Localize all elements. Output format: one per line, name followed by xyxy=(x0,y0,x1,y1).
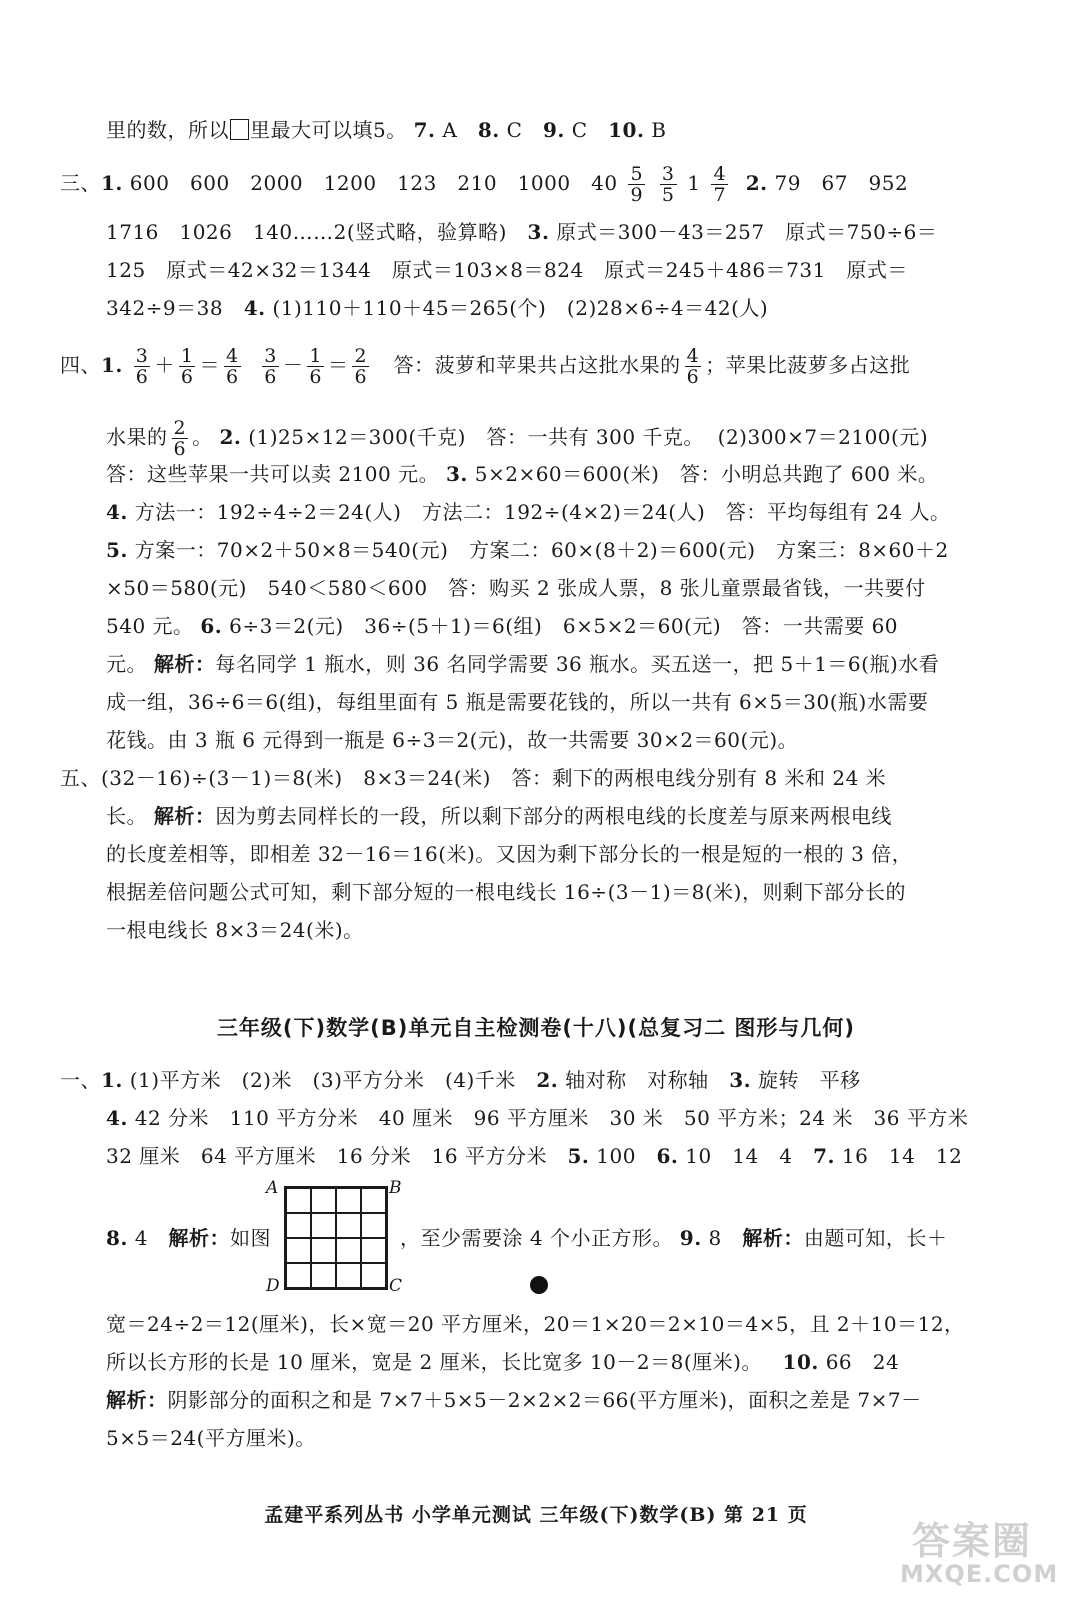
item-number: 2. xyxy=(745,171,768,195)
text-segment: 342÷9＝38 xyxy=(106,296,244,320)
fraction-numerator: 3 xyxy=(264,345,277,367)
text-line: 宽＝24÷2＝12(厘米)，长×宽＝20 平方厘米，20＝1×20＝2×10＝4×5，且 2＋10＝12， xyxy=(106,1312,965,1336)
text-segment: (1)平方米 (2)米 (3)平方分米 (4)千米 xyxy=(122,1068,537,1092)
item-number: 7. xyxy=(413,118,436,142)
text-segment: 里的数，所以 xyxy=(106,118,229,142)
text-line xyxy=(400,1226,947,1250)
item-number: 3. xyxy=(729,1068,752,1092)
text-segment: B xyxy=(644,118,667,142)
text-line: 成一组，36÷6＝6(组)，每组里面有 5 瓶是需要花钱的，所以一共有 6×5＝30(瓶)水需要 xyxy=(106,690,929,714)
item-number: 4. xyxy=(106,500,128,524)
item-number: 10. xyxy=(782,1350,819,1374)
item-number: 6. xyxy=(200,614,223,638)
fraction xyxy=(352,346,369,387)
operator: － xyxy=(282,353,304,377)
text-line: 125 原式＝42×32＝1344 原式＝103×8＝824 原式＝245＋486＝731 原式＝ xyxy=(106,258,908,282)
text-segment: ；苹果比菠萝多占这批 xyxy=(705,353,911,377)
fraction-numerator: 1 xyxy=(180,345,194,367)
text-line: 花钱。由 3 瓶 6 元得到一瓶是 6÷3＝2(元)，故一共需要 30×2＝60(元)。 xyxy=(106,728,799,752)
fraction-denominator: 6 xyxy=(173,438,187,460)
text-segment: 600 600 2000 1200 123 210 1000 40 xyxy=(122,171,625,195)
text-segment: 答：这些苹果一共可以卖 2100 元。 xyxy=(106,462,446,486)
item-number: 6. xyxy=(656,1144,679,1168)
text-line xyxy=(60,766,886,790)
text-line xyxy=(106,614,898,638)
text-segment: (1)25×12＝300(千克) 答：一共有 300 千克。 (2)300×7＝2100(元) xyxy=(241,425,929,449)
fraction xyxy=(711,164,728,205)
fraction-denominator: 6 xyxy=(686,366,700,388)
square-grid-figure xyxy=(284,1186,388,1290)
text-segment: 1 xyxy=(680,171,708,195)
grid-label-d: D xyxy=(266,1276,280,1296)
fraction-numerator: 2 xyxy=(354,345,368,367)
fraction xyxy=(224,346,241,387)
item-number: 1. xyxy=(101,1068,123,1092)
text-segment: 42 分米 110 平方分米 40 厘米 96 平方厘米 30 米 50 平方米；24 米 36 平方米 xyxy=(127,1106,969,1130)
watermark xyxy=(900,1510,1070,1600)
text-segment xyxy=(732,171,746,195)
grid-cell xyxy=(286,1188,311,1213)
text-segment: 540 元。 xyxy=(106,614,201,638)
text-line: ×50＝580(元) 540＜580＜600 答：购买 2 张成人票，8 张儿童票最省钱，一共要付 xyxy=(106,576,926,600)
grid-cell xyxy=(286,1263,311,1288)
text-line: 的长度差相等，即相差 32－16＝16(米)。又因为剩下部分长的一根是短的一根的 3 倍， xyxy=(106,842,913,866)
operator: ＝ xyxy=(327,353,349,377)
text-segment: 6÷3＝2(元) 36÷(5＋1)＝6(组) 6×5×2＝60(元) 答：一共需要 60 xyxy=(222,614,899,638)
grid-cell xyxy=(361,1213,386,1238)
analysis-label: 解析： xyxy=(168,1226,231,1250)
grid-cell xyxy=(311,1213,336,1238)
item-number: 3. xyxy=(527,220,550,244)
analysis-label: 解析： xyxy=(153,652,216,676)
text-segment: 32 厘米 64 平方厘米 16 分米 16 平方分米 xyxy=(106,1144,568,1168)
text-segment: 8 xyxy=(701,1226,743,1250)
item-number: 7. xyxy=(813,1144,835,1168)
grid-cell xyxy=(336,1188,361,1213)
text-segment: 10 14 4 xyxy=(678,1144,814,1168)
item-number: 1. xyxy=(101,353,123,377)
item-number: 3. xyxy=(445,462,468,486)
text-segment: 100 xyxy=(589,1144,657,1168)
watermark-logo: 答案圈 xyxy=(912,1519,1033,1563)
text-line xyxy=(60,346,910,387)
grid-cell xyxy=(311,1238,336,1263)
item-number: 4. xyxy=(243,296,266,320)
fraction-denominator: 9 xyxy=(630,184,644,206)
text-line xyxy=(106,118,666,142)
fraction-denominator: 6 xyxy=(135,366,149,388)
text-segment: (32－16)÷(3－1)＝8(米) 8×3＝24(米) 答：剩下的两根电线分别有 8 米和 24 米 xyxy=(101,766,887,790)
item-number: 8. xyxy=(477,118,500,142)
text-segment: 方法一：192÷4÷2＝24(人) 方法二：192÷(4×2)＝24(人) 答：平均每组有 24 人。 xyxy=(127,500,951,524)
fraction-numerator: 4 xyxy=(713,163,727,185)
item-number: 2. xyxy=(219,425,242,449)
grid-cell xyxy=(361,1238,386,1263)
text-segment: 如图 xyxy=(230,1226,272,1250)
text-segment: 4 xyxy=(127,1226,169,1250)
item-number: 2. xyxy=(536,1068,559,1092)
text-segment: 1716 1026 140……2(竖式略，验算略) xyxy=(106,220,528,244)
text-segment: 5×2×60＝600(米) 答：小明总共跑了 600 米。 xyxy=(467,462,939,486)
section-number: 四、 xyxy=(60,353,101,377)
item-number: 5. xyxy=(567,1144,590,1168)
fraction-numerator: 3 xyxy=(135,345,149,367)
section-title: 三年级(下)数学(B)单元自主检测卷(十八)(总复习二 图形与几何) xyxy=(216,1016,856,1040)
fraction xyxy=(685,346,702,387)
text-segment: C xyxy=(499,118,543,142)
text-segment: 元。 xyxy=(106,652,154,676)
text-line xyxy=(106,1144,962,1168)
grid-cell xyxy=(286,1238,311,1263)
text-segment: 阴影部分的面积之和是 7×7＋5×5－2×2×2＝66(平方厘米)，面积之差是 7×7－ xyxy=(167,1388,922,1412)
blank-box xyxy=(230,119,249,140)
fraction-denominator: 6 xyxy=(309,366,322,388)
item-number: 10. xyxy=(608,118,645,142)
text-line xyxy=(106,804,892,828)
analysis-label: 解析： xyxy=(106,1388,168,1412)
fraction-denominator: 6 xyxy=(354,366,368,388)
item-number: 8. xyxy=(106,1226,128,1250)
text-line xyxy=(106,1388,922,1412)
operator: ＋ xyxy=(154,353,175,377)
fraction-numerator: 1 xyxy=(309,345,322,367)
fraction-denominator: 6 xyxy=(180,366,194,388)
item-number: 9. xyxy=(542,118,565,142)
section-number: 三、 xyxy=(60,171,101,195)
text-segment: 所以长方形的长是 10 厘米，宽是 2 厘米，长比宽多 10－2＝8(厘米)。 xyxy=(106,1350,783,1374)
text-segment: 水果的 xyxy=(106,425,168,449)
section-number: 一、 xyxy=(60,1068,101,1092)
text-line xyxy=(106,1350,899,1374)
text-line: 5×5＝24(平方厘米)。 xyxy=(106,1426,316,1450)
text-segment: 方案一：70×2＋50×8＝540(元) 方案二：60×(8＋2)＝600(元) 方案三：8×60＋2 xyxy=(127,538,949,562)
fraction-numerator: 4 xyxy=(686,345,700,367)
text-segment: 答：菠萝和苹果共占这批水果的 xyxy=(373,353,681,377)
operator: ＝ xyxy=(199,353,220,377)
fraction xyxy=(134,346,151,387)
fraction-denominator: 5 xyxy=(661,184,675,206)
item-number: 4. xyxy=(106,1106,128,1130)
fraction xyxy=(307,346,324,387)
page-footer: 孟建平系列丛书 小学单元测试 三年级(下)数学(B) 第 21 页 xyxy=(264,1504,808,1526)
text-line xyxy=(106,220,937,244)
fraction-numerator: 5 xyxy=(630,163,644,185)
fraction-numerator: 3 xyxy=(661,163,675,185)
text-segment: 79 67 952 xyxy=(767,171,909,195)
text-segment: C xyxy=(564,118,609,142)
fraction xyxy=(660,164,677,205)
text-line xyxy=(106,538,949,562)
text-segment: ，至少需要涂 4 个小正方形。 xyxy=(400,1226,680,1250)
fraction xyxy=(628,164,645,205)
text-line xyxy=(106,500,951,524)
text-segment: 长。 xyxy=(106,804,154,828)
watermark-url: MXQE.COM xyxy=(900,1560,1059,1588)
text-line xyxy=(106,652,939,676)
grid-cell xyxy=(361,1188,386,1213)
fraction-denominator: 6 xyxy=(225,366,239,388)
fraction-numerator: 4 xyxy=(225,345,239,367)
grid-cell xyxy=(311,1188,336,1213)
grid-cell xyxy=(311,1263,336,1288)
section-number: 五、 xyxy=(60,766,101,790)
text-line xyxy=(106,1106,968,1130)
grid-label-a: A xyxy=(266,1178,279,1198)
text-segment: 每名同学 1 瓶水，则 36 名同学需要 36 瓶水。买五送一，把 5＋1＝6(瓶)水看 xyxy=(215,652,940,676)
text-segment: 。 xyxy=(192,425,220,449)
text-segment: (1)110＋110＋45＝265(个) (2)28×6÷4＝42(人) xyxy=(265,296,769,320)
fraction xyxy=(179,346,196,387)
item-number: 5. xyxy=(106,538,128,562)
text-line: 一根电线长 8×3＝24(米)。 xyxy=(106,918,364,942)
text-segment: 66 24 xyxy=(818,1350,900,1374)
grid-cell xyxy=(336,1238,361,1263)
item-number: 9. xyxy=(679,1226,702,1250)
grid-cell xyxy=(286,1213,311,1238)
analysis-label: 解析： xyxy=(153,804,216,828)
fraction xyxy=(172,418,189,459)
fraction-numerator: 2 xyxy=(173,417,187,439)
analysis-label: 解析： xyxy=(742,1226,804,1250)
grid-label-c: C xyxy=(389,1276,403,1296)
text-line xyxy=(106,418,928,459)
text-line xyxy=(106,1226,271,1250)
text-line: 根据差倍问题公式可知，剩下部分短的一根电线长 16÷(3－1)＝8(米)，则剩下部分长的 xyxy=(106,880,906,904)
text-segment: 里最大可以填5。 xyxy=(250,118,414,142)
grid-label-b: B xyxy=(389,1178,402,1198)
text-segment: 旋转 平移 xyxy=(751,1068,861,1092)
text-line xyxy=(106,296,768,320)
text-segment: 由题可知，长＋ xyxy=(803,1226,948,1250)
fraction-denominator: 7 xyxy=(713,184,727,206)
grid-cell xyxy=(361,1263,386,1288)
bullet-dot xyxy=(530,1276,548,1294)
text-segment: 轴对称 对称轴 xyxy=(558,1068,730,1092)
text-segment: 16 14 12 xyxy=(835,1144,963,1168)
text-line xyxy=(60,164,908,205)
fraction-denominator: 6 xyxy=(264,366,277,388)
grid-cell xyxy=(336,1213,361,1238)
text-line xyxy=(106,462,938,486)
text-segment: 原式＝300－43＝257 原式＝750÷6＝ xyxy=(549,220,938,244)
text-segment: 因为剪去同样长的一段，所以剩下部分的两根电线的长度差与原来两根电线 xyxy=(215,804,892,828)
grid-cell xyxy=(336,1263,361,1288)
text-line xyxy=(60,1068,861,1092)
item-number: 1. xyxy=(101,171,123,195)
fraction xyxy=(262,346,279,387)
text-segment: A xyxy=(435,118,478,142)
